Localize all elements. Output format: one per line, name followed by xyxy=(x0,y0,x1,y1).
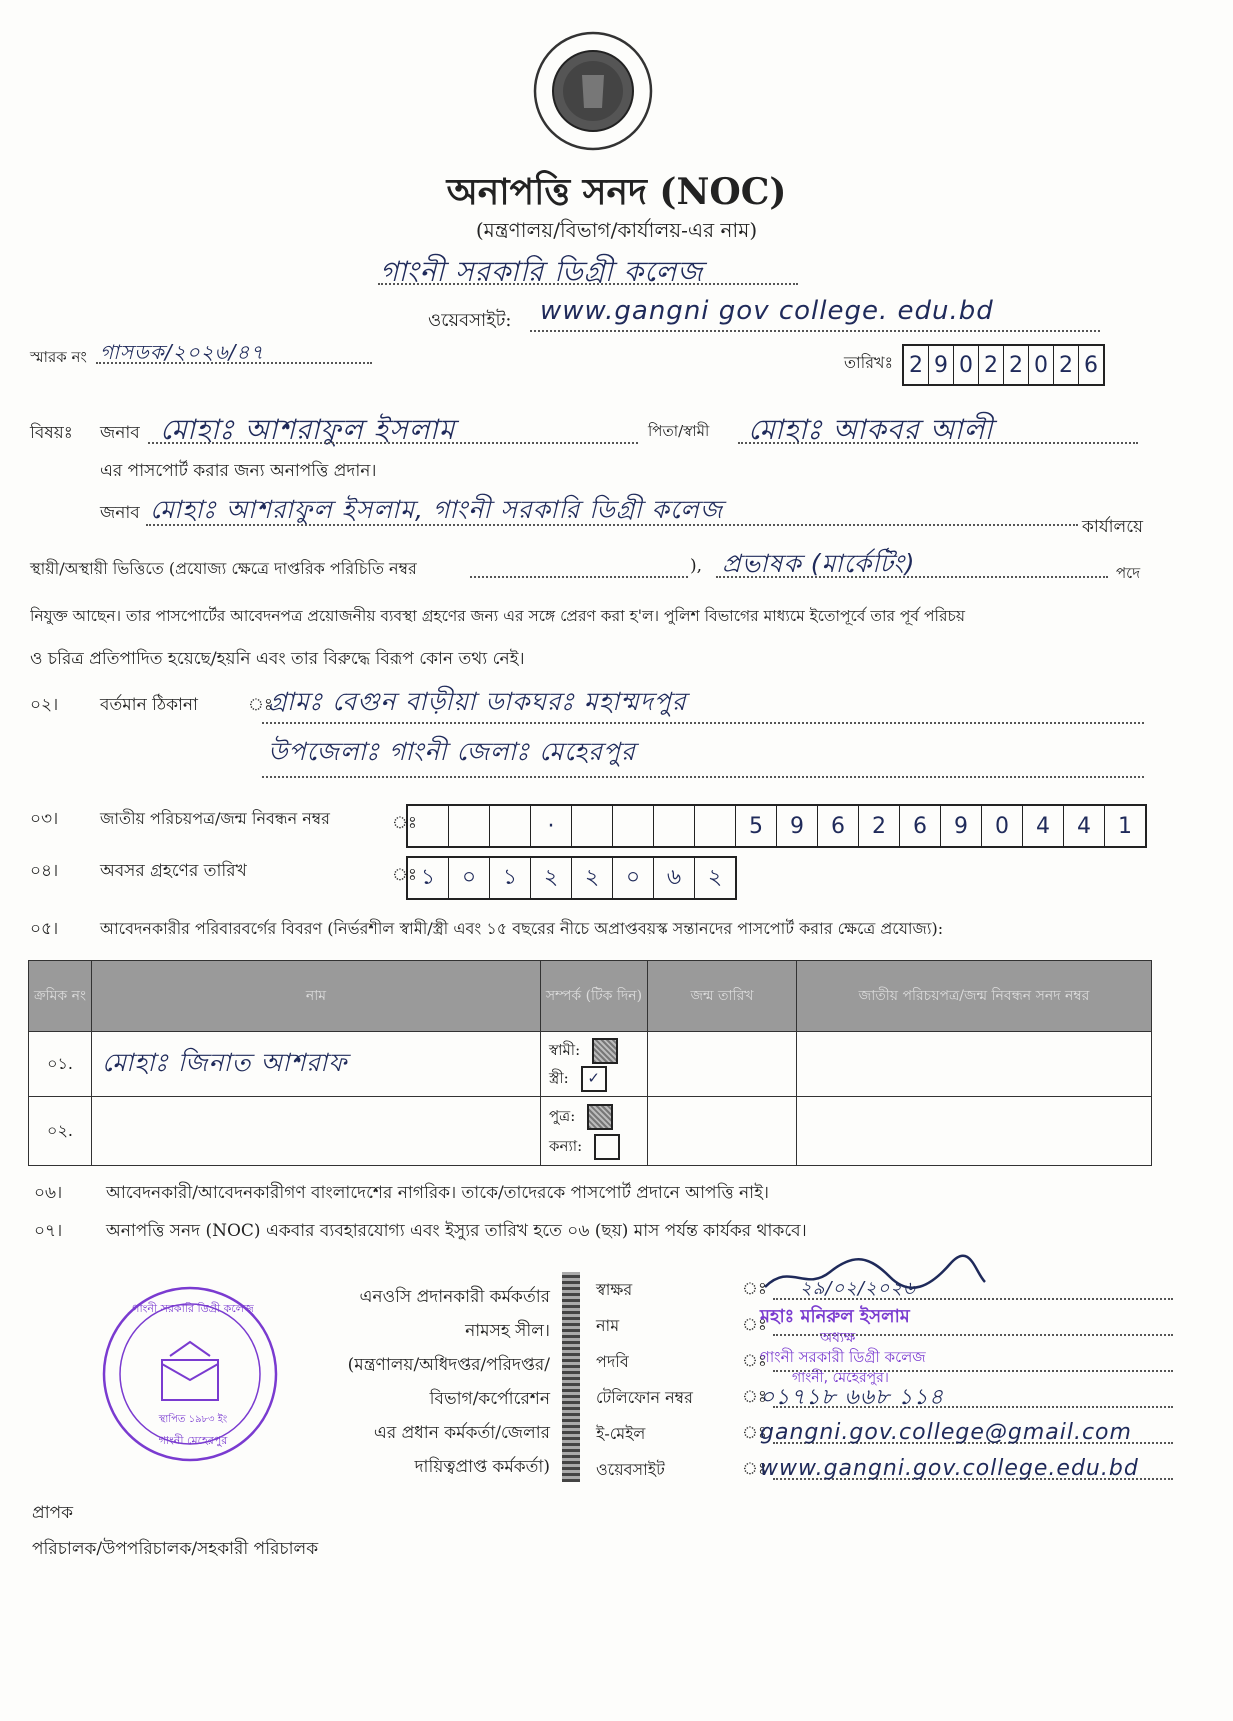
row2-nid xyxy=(797,1097,1152,1166)
retirement-digit-box: ১ xyxy=(408,858,449,898)
signatory-field-label: পদবি xyxy=(596,1351,629,1371)
seal-year: স্থাপিত ১৯৮৩ ইং xyxy=(158,1414,228,1425)
th-relation: সম্পর্ক (টিক দিন) xyxy=(541,961,648,1032)
row2-dob xyxy=(648,1097,797,1166)
father-label: পিতা/স্বামী xyxy=(648,422,710,440)
field-colon: ঃ xyxy=(742,1459,767,1479)
address-line1: গ্রামঃ বেগুন বাড়ীয়া ডাকঘরঃ মহাম্মদপুর xyxy=(268,687,687,716)
date-digit-box: 2 xyxy=(979,346,1004,384)
signatory-left-line: এর প্রধান কর্মকর্তা/জেলার xyxy=(373,1423,550,1443)
row2-rel1-label: পুত্র: xyxy=(549,1107,576,1125)
father-name: মোহাঃ আকবর আলী xyxy=(748,413,994,446)
signatory-left-text xyxy=(300,1280,550,1484)
field-colon: ঃ xyxy=(742,1387,767,1407)
signatory-field-label: ওয়েবসাইট xyxy=(596,1459,665,1479)
name-stamp: মহাঃ মনিরুল ইসলাম xyxy=(760,1306,910,1327)
wife-checkbox[interactable]: ✓ xyxy=(581,1066,607,1092)
date-digit-box: 2 xyxy=(1054,346,1079,384)
nid-digit-box: 0 xyxy=(982,806,1023,846)
daughter-checkbox[interactable] xyxy=(594,1134,620,1160)
row1-name: মোহাঃ জিনাত আশরাফ xyxy=(92,1032,541,1097)
item04-label: অবসর গ্রহণের তারিখ xyxy=(100,861,247,881)
table-row xyxy=(29,1032,1152,1097)
memo-value: গাসডক/২০২৬/৪৭ xyxy=(100,340,265,364)
retirement-digit-box: ৬ xyxy=(654,858,695,898)
signatory-field-label: টেলিফোন নম্বর xyxy=(596,1387,693,1407)
husband-checkbox[interactable] xyxy=(592,1038,618,1064)
website-value-sig: www.gangni.gov.college.edu.bd xyxy=(760,1456,1139,1481)
item02-num: ০২। xyxy=(30,695,59,715)
th-serial: ক্রমিক নং xyxy=(29,961,92,1032)
retirement-digit-box: ০ xyxy=(613,858,654,898)
doc-subtitle: (মন্ত্রণালয়/বিভাগ/কার্যালয়-এর নাম) xyxy=(475,218,758,242)
body-name-office: মোহাঃ আশরাফুল ইসলাম, গাংনী সরকারি ডিগ্রী কলেজ xyxy=(150,495,724,524)
row2-rel2-label: কন্যা: xyxy=(549,1137,583,1155)
retirement-digit-box: ২ xyxy=(707,864,723,890)
retirement-digit-box: ১ xyxy=(490,858,531,898)
item02-label: বর্তমান ঠিকানা xyxy=(100,695,198,715)
signatory-field-label: ই-মেইল xyxy=(596,1423,646,1443)
signatory-field-label: নাম xyxy=(596,1315,620,1335)
nid-digit-box: 9 xyxy=(941,806,982,846)
field-colon: ঃ xyxy=(742,1279,767,1299)
recipient-line1: পরিচালক/উপপরিচালক/সহকারী পরিচালক xyxy=(32,1539,319,1559)
body-mr-label: জনাব xyxy=(100,503,140,523)
website-value: www.gangni gov college. edu.bd xyxy=(540,296,994,326)
website-label: ওয়েবসাইট: xyxy=(428,310,512,331)
field-colon: ঃ xyxy=(742,1423,767,1443)
family-table xyxy=(28,960,1152,1166)
signatory-left-line: দায়িত্বপ্রাপ্ত কর্মকর্তা) xyxy=(414,1457,550,1477)
nid-digit-box xyxy=(572,806,613,846)
nid-boxes xyxy=(406,804,1147,848)
sign-date: ২৯/০২/২০২৬ xyxy=(800,1278,916,1299)
address-line2: উপজেলাঃ গাংনী জেলাঃ মেহেরপুর xyxy=(268,737,636,766)
field-colon: ঃ xyxy=(742,1351,767,1371)
nid-digit-box: 4 xyxy=(1023,806,1064,846)
nid-digit-box xyxy=(408,806,449,846)
nid-digit-box: 5 xyxy=(736,806,777,846)
item02-colon: ঃ xyxy=(248,695,273,715)
row1-nid xyxy=(797,1032,1152,1097)
item04-colon: ঃ xyxy=(392,865,417,885)
item05-num: ০৫। xyxy=(30,919,59,939)
row2-name xyxy=(92,1097,541,1166)
signatory-left-line: এনওসি প্রদানকারী কর্মকর্তার xyxy=(359,1287,550,1307)
applicant-name: মোহাঃ আশরাফুল ইসলাম xyxy=(160,413,456,446)
item03-label: জাতীয় পরিচয়পত্র/জন্ম নিবন্ধন নম্বর xyxy=(100,809,330,828)
email-value: gangni.gov.college@gmail.com xyxy=(760,1420,1132,1445)
nid-digit-box xyxy=(613,806,654,846)
th-nid: জাতীয় পরিচয়পত্র/জন্ম নিবন্ধন সনদ নম্বর xyxy=(797,961,1152,1032)
office-suffix: কার্যালয়ে xyxy=(1082,517,1144,537)
note07: অনাপত্তি সনদ (NOC) একবার ব্যবহারযোগ্য এবং ইস্যুর তারিখ হতে ০৬ (ছয়) মাস পর্যন্ত কার্যকর থাকবে। xyxy=(106,1221,807,1241)
date-boxes xyxy=(902,344,1105,386)
note06-num: ০৬। xyxy=(34,1183,63,1203)
date-digit-box: 2 xyxy=(1004,346,1029,384)
row1-rel2-label: স্ত্রী: xyxy=(549,1069,569,1087)
row1-dob xyxy=(648,1032,797,1097)
signatory-left-line: বিভাগ/কর্পোরেশন xyxy=(429,1389,550,1409)
date-digit-box: 9 xyxy=(929,346,954,384)
nid-digit-box: 9 xyxy=(777,806,818,846)
nid-digit-box: 2 xyxy=(859,806,900,846)
nid-digit-box: 4 xyxy=(1064,806,1105,846)
memo-label: স্মারক নং xyxy=(30,348,87,366)
date-label: তারিখঃ xyxy=(844,353,894,372)
row2-serial: ০২. xyxy=(29,1097,92,1166)
row1-rel1-label: স্বামী: xyxy=(549,1041,581,1059)
body-line2-prefix: স্থায়ী/অস্থায়ী ভিত্তিতে (প্রযোজ্য ক্ষেত্রে দাপ্তরিক পরিচিতি নম্বর xyxy=(30,559,417,578)
nid-digit-box xyxy=(490,806,531,846)
signature-stamp-bar xyxy=(562,1272,580,1482)
retirement-digit-box: ০ xyxy=(449,858,490,898)
th-name: নাম xyxy=(92,961,541,1032)
row1-serial: ০১. xyxy=(29,1032,92,1097)
date-digit-box: 2 xyxy=(904,346,929,384)
body-line2-mid: ), xyxy=(690,556,703,576)
th-dob: জন্ম তারিখ xyxy=(648,961,797,1032)
note06: আবেদনকারী/আবেদনকারীগণ বাংলাদেশের নাগরিক। তাকে/তাদেরকে পাসপোর্ট প্রদানে আপত্তি নাই। xyxy=(106,1183,770,1203)
item05-text: আবেদনকারীর পরিবারবর্গের বিবরণ (নির্ভরশীল স্বামী/স্ত্রী এবং ১৫ বছরের নীচে অপ্রাপ্তবয়স্ক সন্তানদের পাসপোর্ট করার ক্ষেত্রে প্রযোজ্য): xyxy=(100,919,944,938)
date-digit-box: 6 xyxy=(1084,352,1098,378)
seal-text-top: গাংনী সরকারি ডিগ্রী কলেজ xyxy=(132,1302,254,1315)
retirement-digit-box: ২ xyxy=(531,858,572,898)
office-name: গাংনী সরকারি ডিগ্রী কলেজ xyxy=(380,255,704,288)
subject-mr-label: জনাব xyxy=(100,423,140,443)
nid-digit-box: 1 xyxy=(1118,813,1132,839)
body-line3: নিযুক্ত আছেন। তার পাসপোর্টের আবেদনপত্র প্রয়োজনীয় ব্যবস্থা গ্রহণের জন্য এর সঙ্গে প্রেরণ করা হ'ল। পুলিশ বিভাগের মাধ্যমে ইতোপূর্বে তার পূর্ব পরিচয় xyxy=(30,607,965,625)
designation-stamp3: গাংনী, মেহেরপুর। xyxy=(792,1370,889,1386)
recipient-label: প্রাপক xyxy=(32,1503,74,1523)
date-digit-box: 0 xyxy=(1029,346,1054,384)
body-line4: ও চরিত্র প্রতিপাদিত হয়েছে/হয়নি এবং তার বিরুদ্ধে বিরূপ কোন তথ্য নেই। xyxy=(30,649,525,669)
designation-stamp2: গাংনী সরকারী ডিগ্রী কলেজ xyxy=(760,1348,926,1366)
table-row xyxy=(29,1097,1152,1166)
son-checkbox[interactable] xyxy=(587,1104,613,1130)
phone-value: ০১৭১৮ ৬৬৮ ১১৪ xyxy=(760,1385,945,1410)
signatory-left-line: নামসহ সীল। xyxy=(465,1321,550,1341)
retirement-date-boxes xyxy=(406,856,737,900)
nid-digit-box: · xyxy=(531,806,572,846)
post-suffix: পদে xyxy=(1116,564,1141,582)
nid-digit-box: 6 xyxy=(900,806,941,846)
signatory-left-line: (মন্ত্রণালয়/অধিদপ্তর/পরিদপ্তর/ xyxy=(347,1355,550,1375)
designation-stamp: অধ্যক্ষ xyxy=(820,1330,856,1346)
nid-digit-box xyxy=(695,806,736,846)
note07-num: ০৭। xyxy=(34,1221,63,1241)
designation: প্রভাষক (মার্কেটিং) xyxy=(722,549,916,578)
seal-text-bottom: গাংনী মেহেরপুর xyxy=(158,1434,228,1447)
retirement-digit-box: ২ xyxy=(572,858,613,898)
subject-label: বিষয়ঃ xyxy=(30,423,73,443)
nid-digit-box: 6 xyxy=(818,806,859,846)
nid-digit-box xyxy=(654,806,695,846)
signatory-field-label: স্বাক্ষর xyxy=(596,1279,633,1299)
field-colon: ঃ xyxy=(742,1315,767,1335)
item04-num: ০৪। xyxy=(30,861,59,881)
item03-colon: ঃ xyxy=(392,813,417,833)
item03-num: ০৩। xyxy=(30,809,59,829)
date-digit-box: 0 xyxy=(954,346,979,384)
subject-line2: এর পাসপোর্ট করার জন্য অনাপত্তি প্রদান। xyxy=(100,461,377,481)
doc-title: অনাপত্তি সনদ (NOC) xyxy=(446,171,787,213)
nid-digit-box xyxy=(449,806,490,846)
government-emblem xyxy=(532,30,654,152)
